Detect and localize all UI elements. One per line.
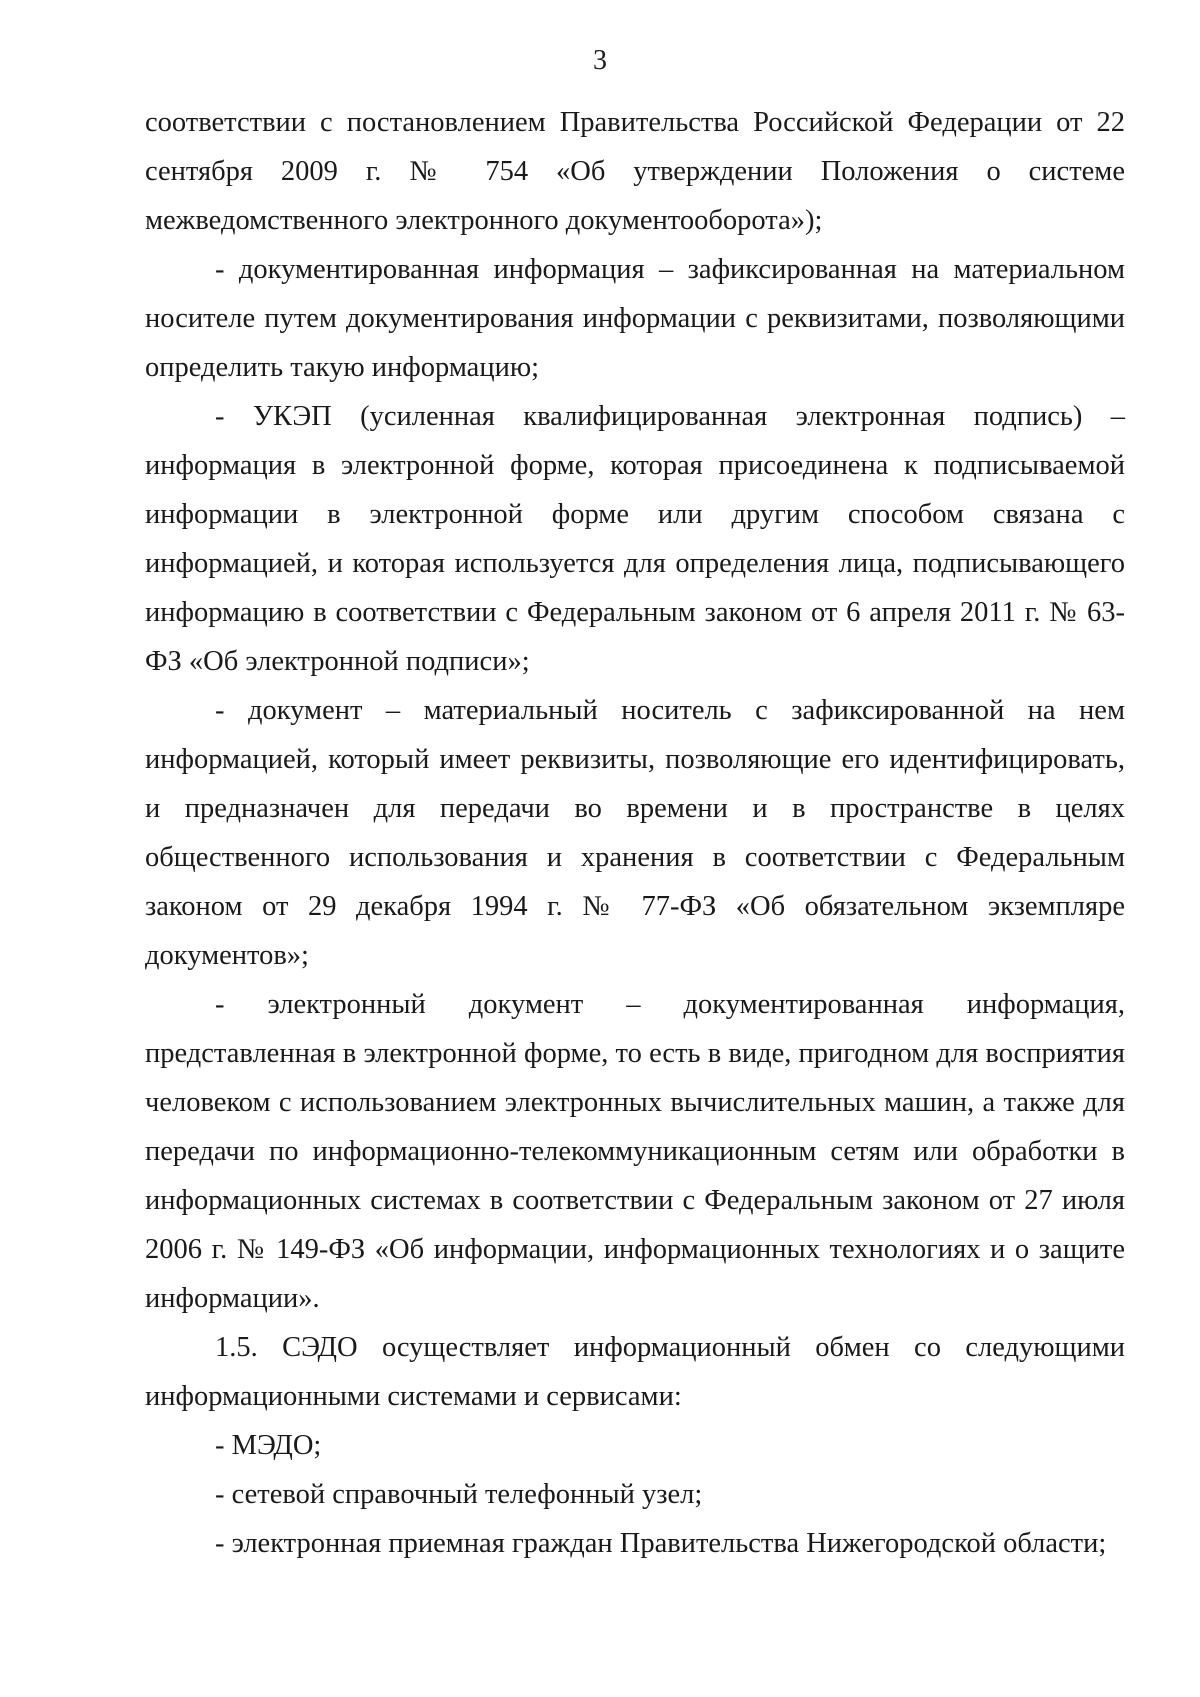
page-number: 3 — [593, 45, 607, 76]
paragraph-definition-document: - документ – материальный носитель с зафиксированной на нем информацией, который имеет реквизиты, позволяющие его идентифицировать, и предназначен для передачи во времени и в пространстве в целях общественного использования и хранения в соответствии с Федеральным законом от 29 декабря 1994 г. № 77-ФЗ «Об обязательном экземпляре документов»; — [145, 695, 1125, 971]
paragraph-section-1-5: 1.5. СЭДО осуществляет информационный обмен со следующими информационными системами и сервисами: — [145, 1332, 1125, 1412]
paragraph-continuation: соответствии с постановлением Правительства Российской Федерации от 22 сентября 2009 г. № 754 «Об утверждении Положения о системе межведомственного электронного документооборота»); — [145, 107, 1125, 236]
list-item-e-reception: - электронная приемная граждан Правительства Нижегородской области; — [215, 1528, 1107, 1559]
list-item-medo: - МЭДО; — [215, 1430, 322, 1461]
list-item-phone-node: - сетевой справочный телефонный узел; — [215, 1479, 703, 1510]
paragraph-definition-ukep: - УКЭП (усиленная квалифицированная электронная подпись) – информация в электронной форме, которая присоединена к подписываемой информации в электронной форме или другим способом связана с информацией, и которая используется для определения лица, подписывающего информацию в соответствии с Федеральным законом от 6 апреля 2011 г. № 63-ФЗ «Об электронной подписи»; — [145, 401, 1125, 677]
paragraph-definition-documented-information: - документированная информация – зафиксированная на материальном носителе путем документирования информации с реквизитами, позволяющими определить такую информацию; — [145, 254, 1125, 383]
document-body — [145, 98, 1125, 1568]
paragraph-definition-electronic-document: - электронный документ – документированная информация, представленная в электронной форме, то есть в виде, пригодном для восприятия человеком с использованием электронных вычислительных машин, а также для передачи по информационно-телекоммуникационным сетям или обработки в информационных системах в соответствии с Федеральным законом от 27 июля 2006 г. № 149-ФЗ «Об информации, информационных технологиях и о защите информации». — [145, 989, 1125, 1314]
